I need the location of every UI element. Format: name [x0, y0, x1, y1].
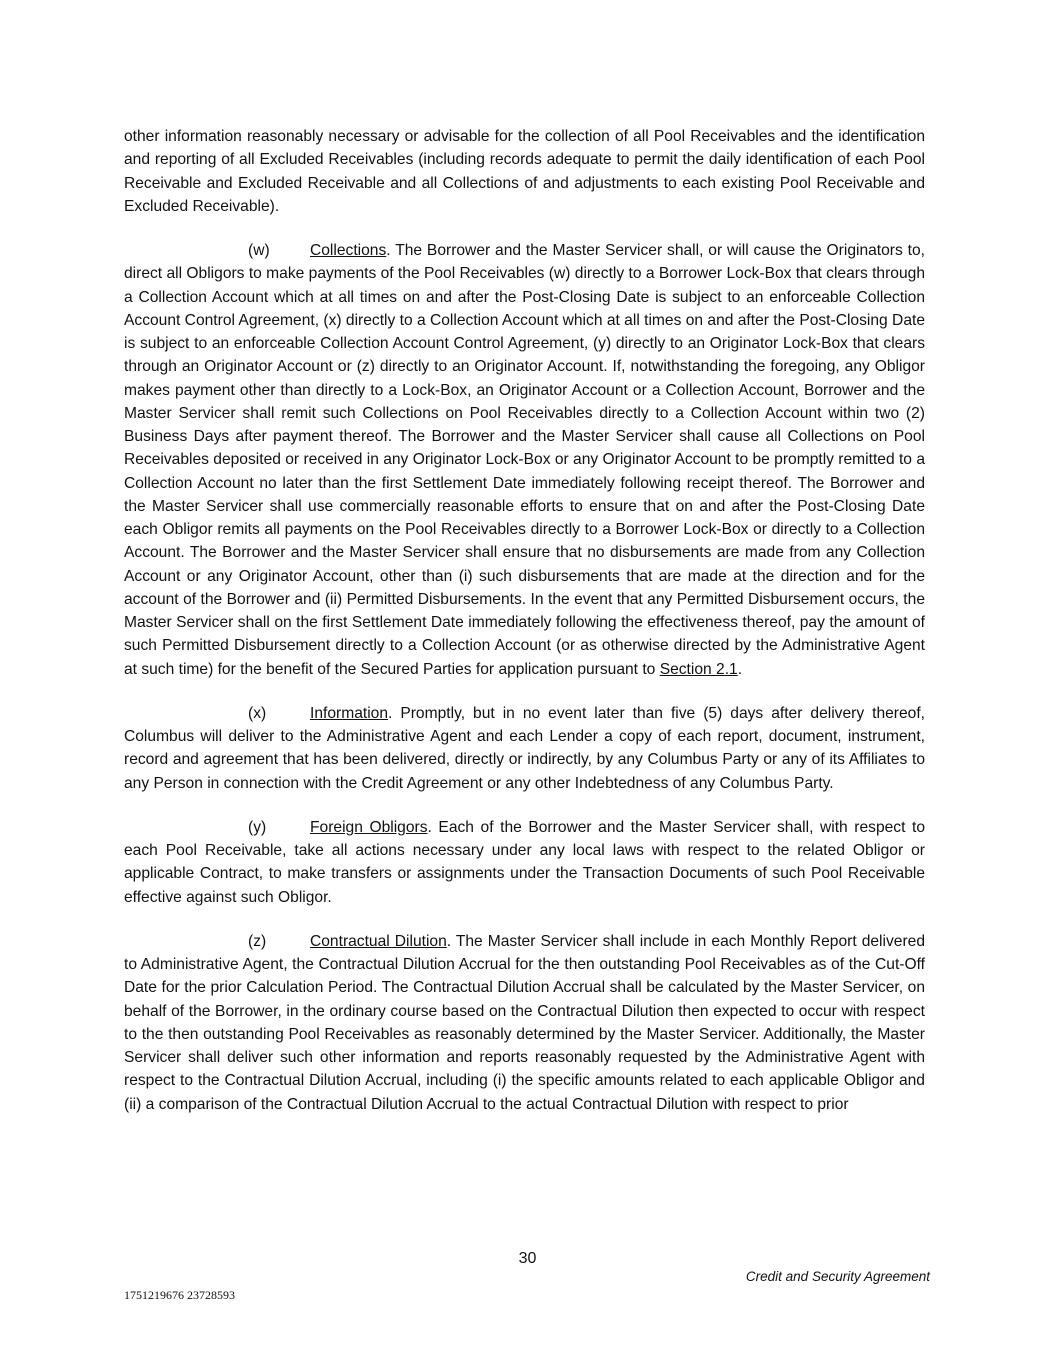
section-heading: Contractual Dilution [310, 932, 447, 950]
footer-document-id: 1751219676 23728593 [124, 1288, 235, 1302]
paragraph-w-collections [124, 239, 925, 681]
paragraph-y-foreign-obligors [124, 816, 925, 909]
section-tag: (w) [248, 242, 270, 259]
section-heading: Collections [310, 242, 387, 259]
paragraph-text: other information reasonably necessary or advisable for the collection of all Pool Receivables and the identification and reporting of all Excluded Receivables (including records adequate to permit the daily identification of each Pool Receivable and Excluded Receivable and all Collections of and adjustments to each existing Pool Receivable and Excluded Receivable). [124, 128, 925, 215]
section-tag: (y) [248, 818, 267, 836]
section-heading: Information [310, 704, 389, 722]
section-tag: (x) [248, 704, 267, 722]
page-number: 30 [518, 1250, 537, 1267]
paragraph-z-contractual-dilution [124, 930, 925, 1116]
paragraph-text: . Each of the Borrower and the Master Servicer shall, with respect to each Pool Receivable, take all actions necessary under any local laws with respect to the related Obligor or applicable Contract, to make transfers or assignments under the Transaction Documents of such Pool Receivable effective against such Obligor. [124, 818, 925, 906]
paragraph-text: . The Borrower and the Master Servicer shall, or will cause the Originators to, direct all Obligors to make payments of the Pool Receivables (w) directly to a Borrower Lock-Box that clears through a Collection Account which at all times on and after the Post-Closing Date is subject to an enforceable Collection Account Control Agreement, (x) directly to a Collection Account which at all times on and after the Post-Closing Date is subject to an enforceable Collection Account Control Agreement, (y) directly to an Originator Lock-Box that clears through an Originator Account or (z) directly to an Originator Account. If, notwithstanding the foregoing, any Obligor makes payment other than directly to a Lock-Box, an Originator Account or a Collection Account, Borrower and the Master Servicer shall remit such Collections on Pool Receivables directly to a Collection Account within two (2) Business Days after payment thereof. The Borrower and the Master Servicer shall cause all Collections on Pool Receivables deposited or received in any Originator Lock-Box or any Originator Account to be promptly remitted to a Collection Account no later than the first Settlement Date immediately following receipt thereof. The Borrower and the Master Servicer shall use commercially reasonable efforts to ensure that on and after the Post-Closing Date each Obligor remits all payments on the Pool Receivables directly to a Borrower Lock-Box or directly to a Collection Account. The Borrower and the Master Servicer shall ensure that no disbursements are made from any Collection Account or any Originator Account, other than (i) such disbursements that are made at the direction and for the account of the Borrower and (ii) Permitted Disbursements. In the event that any Permitted Disbursement occurs, the Master Servicer shall on the first Settlement Date immediately following the effectiveness thereof, pay the amount of such Permitted Disbursement directly to a Collection Account (or as otherwise directed by the Administrative Agent at such time) for the benefit of the Secured Parties for application pursuant to [124, 242, 925, 678]
section-reference-link: Section 2.1 [659, 660, 738, 678]
paragraph-x-information [124, 702, 925, 795]
section-heading: Foreign Obligors [310, 818, 428, 836]
section-tag: (z) [248, 932, 267, 950]
page-body [124, 125, 925, 1137]
paragraph-text: . Promptly, but in no event later than five (5) days after delivery thereof, Columbus will deliver to the Administrative Agent and each Lender a copy of each report, document, instrument, record and agreement that has been delivered, directly or indirectly, by any Columbus Party or any of its Affiliates to any Person in connection with the Credit Agreement or any other Indebtedness of any Columbus Party. [124, 704, 925, 792]
footer-document-title: Credit and Security Agreement [745, 1269, 930, 1284]
paragraph-text-end: . [737, 660, 743, 678]
paragraph-continuation [124, 125, 925, 218]
paragraph-text: . The Master Servicer shall include in each Monthly Report delivered to Administrative Agent, the Contractual Dilution Accrual for the then outstanding Pool Receivables as of the Cut-Off Date for the prior Calculation Period. The Contractual Dilution Accrual shall be calculated by the Master Servicer, on behalf of the Borrower, in the ordinary course based on the Contractual Dilution then expected to occur with respect to the then outstanding Pool Receivables as reasonably determined by the Master Servicer. Additionally, the Master Servicer shall deliver such other information and reports reasonably requested by the Administrative Agent with respect to the Contractual Dilution Accrual, including (i) the specific amounts related to each applicable Obligor and (ii) a comparison of the Contractual Dilution Accrual to the actual Contractual Dilution with respect to prior [124, 932, 925, 1113]
